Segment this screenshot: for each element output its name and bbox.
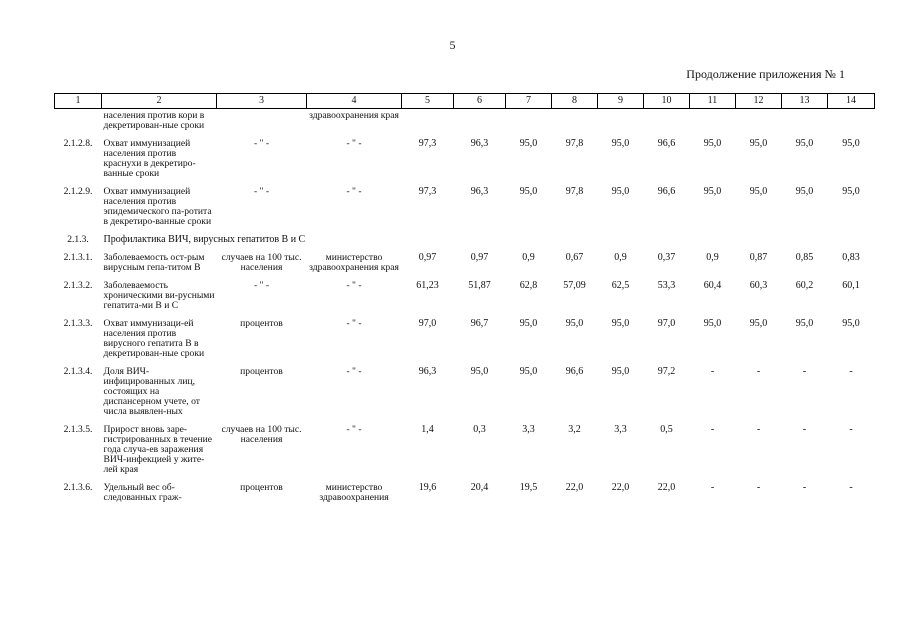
value-cell	[402, 109, 454, 138]
value-cell	[506, 109, 552, 138]
value-cell: 95,0	[611, 138, 630, 149]
value-cell: 60,2	[795, 280, 814, 291]
row-code: 2.1.3.2.	[63, 280, 93, 291]
value-cell: -	[802, 424, 807, 435]
row-code: 2.1.3.5.	[63, 424, 93, 435]
column-header: 1	[55, 94, 102, 109]
responsible-org: - " -	[346, 318, 362, 329]
value-cell: 96,6	[657, 186, 676, 197]
responsible-org: - " -	[346, 366, 362, 377]
value-cell: 95,0	[611, 366, 630, 377]
value-cell: 95,0	[842, 186, 860, 197]
column-header: 4	[307, 94, 402, 109]
section-title: Профилактика ВИЧ, вирусных гепатитов В и С	[103, 234, 306, 245]
value-cell: -	[849, 366, 853, 377]
indicator-name: Охват иммунизаци-ей населения против вирусного гепатита В в декретирован-ные сроки	[103, 318, 205, 359]
row-code: 2.1.3.	[67, 234, 89, 245]
value-cell: 97,8	[565, 138, 584, 149]
indicator-name: Доля ВИЧ-инфицированных лиц, состоящих на диспансерном учете, от числа выявлен-ных	[103, 366, 200, 417]
unit-of-measure: процентов	[240, 318, 283, 329]
value-cell: 95,0	[519, 366, 538, 377]
unit-of-measure: процентов	[240, 366, 283, 377]
table-header-row	[55, 94, 875, 109]
column-header: 14	[828, 94, 875, 109]
value-cell: -	[710, 366, 715, 377]
unit-of-measure: - " -	[253, 186, 270, 197]
value-cell: -	[756, 482, 761, 493]
value-cell	[828, 109, 875, 138]
value-cell: -	[756, 366, 761, 377]
value-cell: 95,0	[842, 138, 860, 149]
value-cell: -	[849, 424, 853, 435]
value-cell: 3,3	[614, 424, 627, 435]
value-cell: 0,67	[565, 252, 584, 263]
value-cell: 0,97	[418, 252, 437, 263]
column-header: 2	[102, 94, 217, 109]
table-row	[55, 109, 875, 138]
value-cell: 96,7	[470, 318, 489, 329]
value-cell: 95,0	[519, 318, 538, 329]
value-cell: 95,0	[519, 138, 538, 149]
value-cell: 95,0	[611, 318, 630, 329]
value-cell: 0,5	[660, 424, 673, 435]
value-cell: 0,9	[614, 252, 627, 263]
unit-of-measure: случаев на 100 тыс. населения	[221, 424, 302, 445]
value-cell: 1,4	[421, 424, 434, 435]
indicator-name: Охват иммунизацией населения против эпидемического па-ротита в декретиро-ванные сроки	[103, 186, 212, 227]
value-cell: 60,1	[842, 280, 860, 291]
value-cell: 0,37	[657, 252, 676, 263]
value-cell: 19,5	[519, 482, 538, 493]
value-cell: 0,85	[795, 252, 814, 263]
column-header: 7	[506, 94, 552, 109]
unit-of-measure: - " -	[253, 280, 270, 291]
value-cell	[736, 109, 782, 138]
value-cell: 96,6	[657, 138, 676, 149]
row-code: 2.1.3.1.	[63, 252, 93, 263]
value-cell: 57,09	[563, 280, 586, 291]
value-cell: 0,97	[470, 252, 489, 263]
page-number: 5	[449, 38, 456, 52]
value-cell	[598, 109, 644, 138]
value-cell: 0,9	[706, 252, 719, 263]
indicators-table	[54, 93, 875, 509]
value-cell: 0,83	[842, 252, 860, 263]
value-cell: 95,0	[795, 318, 814, 329]
value-cell	[644, 109, 690, 138]
value-cell: -	[802, 366, 807, 377]
table-row	[55, 279, 875, 317]
value-cell: 62,8	[519, 280, 538, 291]
value-cell: 61,23	[416, 280, 439, 291]
value-cell: 0,9	[522, 252, 535, 263]
row-code: 2.1.3.4.	[63, 366, 93, 377]
value-cell: 95,0	[470, 366, 489, 377]
value-cell: 95,0	[749, 186, 768, 197]
column-header: 3	[217, 94, 307, 109]
table-row	[55, 423, 875, 481]
value-cell: 97,0	[657, 318, 676, 329]
unit-of-measure: процентов	[240, 482, 283, 493]
responsible-org: - " -	[346, 424, 362, 435]
value-cell: 97,0	[418, 318, 437, 329]
value-cell	[454, 109, 506, 138]
indicator-name: Охват иммунизацией населения против краснухи в декретиро-ванные сроки	[103, 138, 196, 179]
responsible-org: министерство здравоохранения края	[309, 252, 399, 273]
value-cell: 0,87	[749, 252, 768, 263]
table-body	[55, 109, 875, 510]
value-cell: 95,0	[519, 186, 538, 197]
value-cell: 95,0	[703, 186, 722, 197]
value-cell: 95,0	[611, 186, 630, 197]
row-code: 2.1.3.6.	[63, 482, 93, 493]
indicator-name: Заболеваемость ост-рым вирусным гепа-титом В	[103, 252, 205, 273]
value-cell: 97,3	[418, 138, 437, 149]
column-header: 11	[690, 94, 736, 109]
value-cell: 96,3	[470, 186, 489, 197]
value-cell	[782, 109, 828, 138]
value-cell: 3,3	[522, 424, 535, 435]
value-cell: 51,87	[468, 280, 491, 291]
value-cell: 62,5	[611, 280, 630, 291]
indicator-name: Заболеваемость хроническими ви-русными гепатита-ми В и С	[103, 280, 215, 311]
responsible-org: здравоохранения края	[309, 110, 399, 121]
value-cell	[552, 109, 598, 138]
column-header: 6	[454, 94, 506, 109]
value-cell: 3,2	[568, 424, 581, 435]
table-row	[55, 137, 875, 185]
value-cell: 95,0	[749, 318, 768, 329]
responsible-org: - " -	[346, 138, 362, 149]
column-header: 5	[402, 94, 454, 109]
table-row	[55, 365, 875, 423]
column-header: 9	[598, 94, 644, 109]
row-code	[55, 109, 102, 138]
table-row	[55, 317, 875, 365]
unit-of-measure: случаев на 100 тыс. населения	[221, 252, 302, 273]
value-cell: 60,4	[703, 280, 722, 291]
row-code: 2.1.3.3.	[63, 318, 93, 329]
value-cell: 95,0	[703, 318, 722, 329]
continuation-label: Продолжение приложения № 1	[686, 67, 845, 81]
table-row	[55, 481, 875, 509]
value-cell	[690, 109, 736, 138]
value-cell: 97,8	[565, 186, 584, 197]
value-cell: 95,0	[795, 186, 814, 197]
value-cell: 19,6	[418, 482, 437, 493]
value-cell: 53,3	[657, 280, 676, 291]
value-cell: -	[802, 482, 807, 493]
indicator-name: Удельный вес об-следованных граж-	[103, 482, 182, 503]
column-header: 8	[552, 94, 598, 109]
value-cell: 20,4	[470, 482, 489, 493]
row-code: 2.1.2.9.	[63, 186, 93, 197]
value-cell: 95,0	[703, 138, 722, 149]
indicator-name: Прирост вновь заре-гистрированных в течение года случа-ев заражения ВИЧ-инфекцией у жите-лей края	[103, 424, 212, 475]
value-cell: 97,2	[657, 366, 676, 377]
value-cell: 22,0	[657, 482, 676, 493]
value-cell: 95,0	[749, 138, 768, 149]
value-cell: 95,0	[795, 138, 814, 149]
column-header: 10	[644, 94, 690, 109]
responsible-org: - " -	[346, 186, 362, 197]
value-cell: 96,3	[418, 366, 437, 377]
responsible-org: министерство здравоохранения	[319, 482, 389, 503]
indicator-name: населения против кори в декретирован-ные сроки	[103, 110, 205, 131]
value-cell: 60,3	[749, 280, 768, 291]
value-cell: -	[710, 424, 715, 435]
section-row	[55, 233, 875, 251]
value-cell: 0,3	[473, 424, 486, 435]
value-cell: 95,0	[842, 318, 860, 329]
value-cell: -	[710, 482, 715, 493]
value-cell: 96,6	[565, 366, 584, 377]
row-code: 2.1.2.8.	[63, 138, 93, 149]
unit-of-measure: - " -	[253, 138, 270, 149]
value-cell: 22,0	[565, 482, 584, 493]
table-row	[55, 185, 875, 233]
value-cell: -	[756, 424, 761, 435]
responsible-org: - " -	[346, 280, 362, 291]
value-cell: -	[849, 482, 853, 493]
value-cell: 97,3	[418, 186, 437, 197]
column-header: 12	[736, 94, 782, 109]
value-cell: 96,3	[470, 138, 489, 149]
column-header: 13	[782, 94, 828, 109]
unit-of-measure	[217, 109, 307, 138]
value-cell: 22,0	[611, 482, 630, 493]
table-row	[55, 251, 875, 279]
value-cell: 95,0	[565, 318, 584, 329]
